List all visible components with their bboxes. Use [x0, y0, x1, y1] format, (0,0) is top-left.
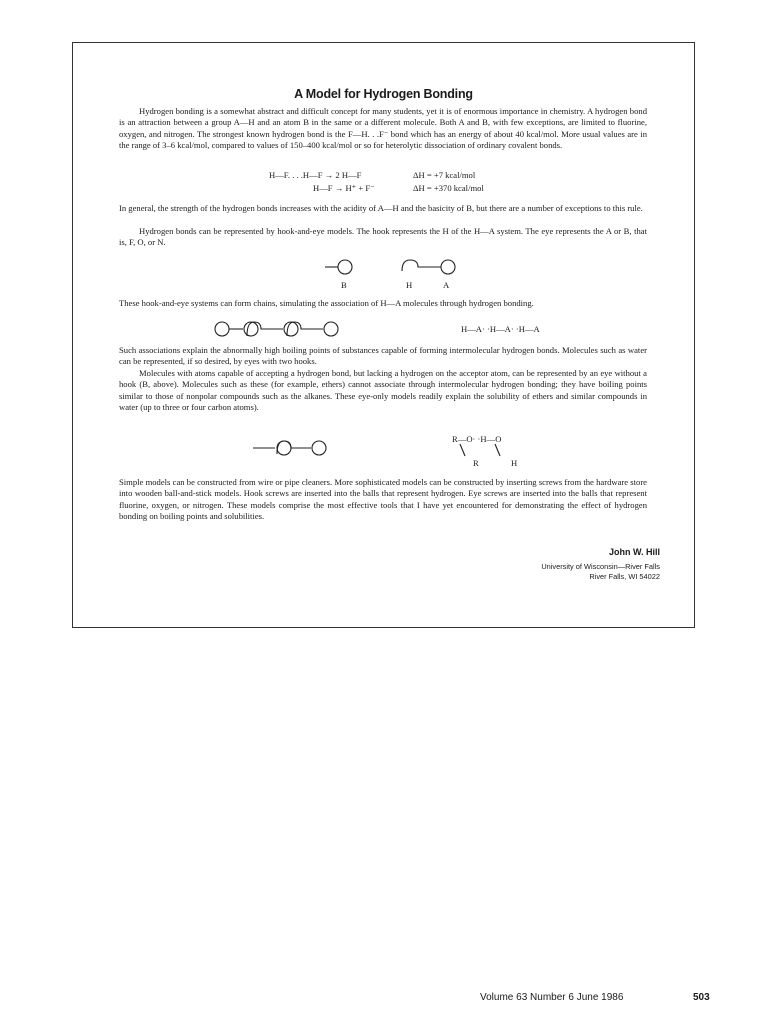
equation-2-reaction: H—F → H⁺ + F⁻ [313, 183, 375, 193]
ether-water-model-diagram [253, 436, 353, 460]
page-number: 503 [693, 992, 710, 1003]
ether-bond-lines [457, 443, 527, 459]
article-box [72, 42, 695, 628]
paragraph-hook-eye-intro: Hydrogen bonds can be represented by hook-and-eye models. The hook represents the H of the H—A system. The eye represents the A or B, that is, F, O, or N. [119, 226, 647, 248]
equation-1-energy: ΔH = +7 kcal/mol [413, 170, 476, 180]
eye-only-model-diagram [325, 257, 365, 277]
ether-label-h: H [511, 458, 518, 468]
chain-formula: H—A· ·H—A· ·H—A [461, 324, 540, 334]
label-h: H [406, 280, 413, 290]
ether-label-r: R [473, 458, 479, 468]
journal-info: Volume 63 Number 6 June 1986 [480, 992, 624, 1003]
paragraph-acidity: In general, the strength of the hydrogen bonds increases with the acidity of A—H and the basicity of B, but there are a number of exceptions to this rule. [119, 203, 643, 213]
paragraph-chains: These hook-and-eye systems can form chains, simulating the association of H—A molecules through hydrogen bonding. [119, 298, 534, 308]
ether-formula-top: R—O· ·H—O [452, 434, 502, 444]
author-name: John W. Hill [609, 547, 660, 557]
equation-2-energy: ΔH = +370 kcal/mol [413, 183, 484, 193]
article-title: A Model for Hydrogen Bonding [294, 87, 473, 101]
paragraph-boiling-points: Such associations explain the abnormally high boiling points of substances capable of forming intermolecular hydrogen bonds. Molecules such as water can be represented, if so desired, by eyes with two hooks. [119, 345, 647, 367]
label-a: A [443, 280, 450, 290]
paragraph-construction: Simple models can be constructed from wire or pipe cleaners. More sophisticated models can be constructed by inserting screws from the hardware store into wooden ball-and-stick models. Hook screws are inserted into the balls that represent hydrogen. Eye screws are inserted into the balls that represent fluorine, oxygen, or nitrogen. These models comprise the most effective tools that I have yet encountered for demonstrating the effect of hydrogen bonding on boiling points and solubilities. [119, 477, 647, 522]
paragraph-intro: Hydrogen bonding is a somewhat abstract and difficult concept for many students, yet it is of enormous importance in chemistry. A hydrogen bond is an attraction between a group A—H and an atom B in the same or a different molecule. Both A and B, with few exceptions, are limited to fluorine, oxygen, and nitrogen. The strongest known hydrogen bond is the F—H. . .F⁻ bond which has an energy of about 40 kcal/mol. More usual values are in the range of 3–6 kcal/mol, compared to values of 150–400 kcal/mol or so for heterolytic dissociation of ordinary covalent bonds. [119, 106, 647, 151]
paragraph-ethers: Molecules with atoms capable of accepting a hydrogen bond, but lacking a hydrogen on the acceptor atom, can be represented by an eye without a hook (B, above). Molecules such as these (for example, ethers) cannot associate through intermolecular hydrogen bonding; they have boiling points similar to those of nonpolar compounds such as the alkanes. These eye-only models readily explain the solubility of ethers and similar compounds in water (up to three or four carbon atoms). [119, 368, 647, 413]
author-location: River Falls, WI 54022 [589, 572, 660, 581]
hook-eye-chain-diagram [213, 317, 353, 341]
author-affiliation: University of Wisconsin—River Falls [541, 562, 660, 571]
equation-1-reaction: H—F. . . .H—F → 2 H—F [269, 170, 362, 180]
hook-eye-model-diagram [397, 255, 461, 277]
label-b: B [341, 280, 347, 290]
